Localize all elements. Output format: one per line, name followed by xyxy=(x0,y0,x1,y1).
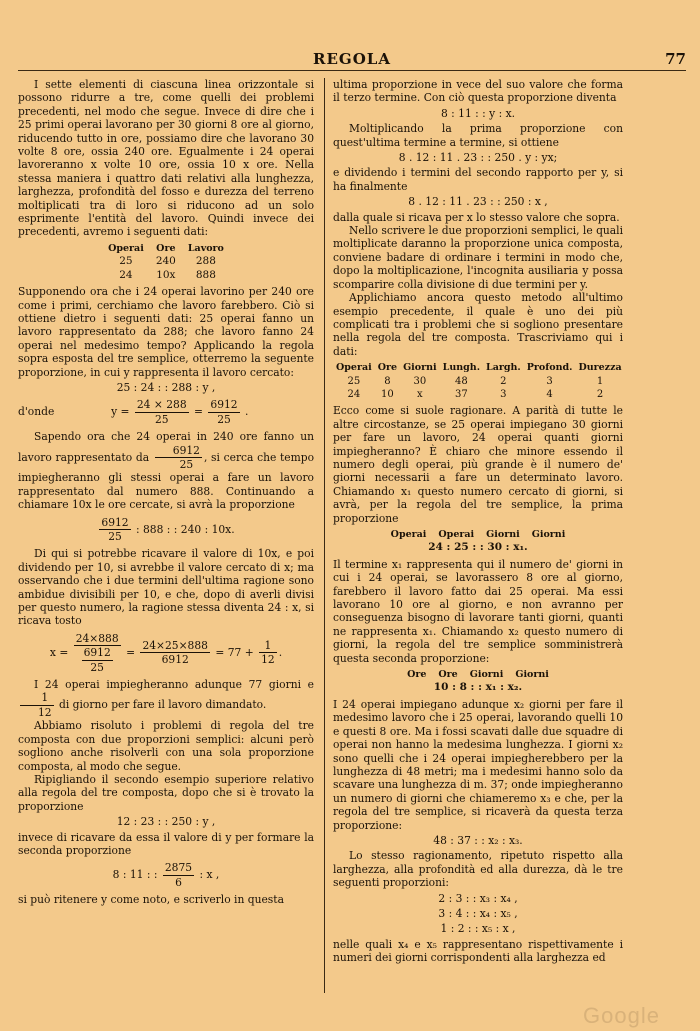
numerator: 6912 xyxy=(210,398,238,412)
denominator: 6912 xyxy=(161,653,189,667)
table-header: Ore xyxy=(407,669,427,681)
table-header: Ore xyxy=(438,669,458,681)
page-number: 77 xyxy=(665,50,686,68)
table-row xyxy=(102,255,230,268)
table-row xyxy=(333,375,623,388)
numerator: 6912 xyxy=(155,444,202,458)
table-header: Lavoro xyxy=(187,242,224,254)
denominator: 12 xyxy=(38,705,52,719)
paragraph: Moltiplicando la prima proporzione con quest'ultima termine a termine, si ottiene xyxy=(333,122,623,149)
denominator: 6 xyxy=(175,875,182,889)
text: Sapendo ora che 24 operai in 240 ore fanno un lavoro rappresentato da xyxy=(18,430,314,464)
paragraph: Il termine x₁ rappresenta qui il numero de' giorni in cui i 24 operai, se lavorassero 8 ore al giorno, farebbero il lavoro fatto dai 25 operai. Ma essi lavorano 10 ore al giorno, e non avranno per conseguenza bisogno di lavorare tanti giorni, quanti ne rappresenta x₁. Chiamando x₂ questo numero di giorni, la regola del tre semplice somministrerà questa seconda proporzione: xyxy=(333,557,623,665)
fraction xyxy=(82,646,113,674)
table-cell: 48 xyxy=(454,375,468,387)
table-cell: 10x xyxy=(156,268,176,281)
paragraph: Ecco come si suole ragionare. A parità di tutte le altre circostanze, se 25 operai impiegano 30 giorni per fare un lavoro, 24 operai quanti giorni impiegheranno? È chiaro che minore essendo il numero degli operai, più grande è il numero de' giorni necessarii a fare un determinato lavoro. Chiamando x₁ questo numero cercato di giorni, si avrà, per la regola del tre semplice, la prima proporzione xyxy=(333,404,623,525)
numerator: 2875 xyxy=(164,861,193,875)
table-cell: 888 xyxy=(195,268,216,281)
table-header: Giorni xyxy=(403,362,437,374)
equation xyxy=(18,516,314,544)
fraction xyxy=(74,632,121,674)
paragraph xyxy=(18,430,314,511)
table-cell: 24 xyxy=(347,388,361,400)
table-header: Largh. xyxy=(486,362,521,374)
text: di giorno per fare il lavoro dimandato. xyxy=(59,698,267,712)
paragraph: I 24 operai impiegano adunque x₂ giorni per fare il medesimo lavoro che i 25 operai, lavorando quelli 10 e questi 8 ore. Ma i fossi scavati dalle due squadre di operai non hanno la medesima lunghezza. I giorni x₂ sono quelli che i 24 operai impiegherebbero per la lunghezza di 48 metri; ma i medesimi hanno solo da scavare una lunghezza di m. 37; onde impiegheranno un numero di giorni che chiameremo x₃ e che, per la regola del tre semplice, si ricaverà da questa terza proporzione: xyxy=(333,697,623,832)
denominator: 12 xyxy=(261,653,275,667)
table-header: Giorni xyxy=(515,669,549,681)
table-header: Giorni xyxy=(531,529,566,540)
table-cell: 10 xyxy=(381,388,394,400)
fraction xyxy=(20,691,54,719)
numerator: 24×888 xyxy=(75,631,119,645)
equation-text: = xyxy=(126,645,136,659)
table-header: Operai xyxy=(108,242,144,254)
fraction xyxy=(259,639,277,667)
paragraph xyxy=(18,678,314,719)
paragraph: invece di ricavare da essa il valore di y per formare la seconda proporzione xyxy=(18,830,314,857)
right-column xyxy=(333,78,623,998)
table-row xyxy=(401,681,555,694)
paragraph: e dividendo i termini del secondo rapporto per y, si ha finalmente xyxy=(333,166,623,193)
paragraph: ultima proporzione in vece del suo valore che forma il terzo termine. Con ciò questa proporzione diventa xyxy=(333,78,623,105)
table-cell: x xyxy=(417,388,423,400)
equation-text: . xyxy=(278,645,283,659)
paragraph: Applichiamo ancora questo metodo all'ultimo esempio precedente, il quale è uno dei più complicati tra i problemi che si sogliono presentare nella regola del tre composta. Trascriviamo qui i dati: xyxy=(333,291,623,358)
table-header: Profond. xyxy=(526,362,573,374)
equation-text: x = xyxy=(49,645,69,659)
table-cell: 25 xyxy=(119,255,133,268)
paragraph: si può ritenere y come noto, e scriverlo in questa xyxy=(18,893,284,907)
left-column xyxy=(18,78,314,998)
numerator: 6912 xyxy=(101,515,129,529)
table-cell: 3 xyxy=(546,375,553,387)
running-head: REGOLA xyxy=(313,50,391,68)
table-header: Ore xyxy=(156,242,176,254)
equation: 12 : 23 : : 250 : y , xyxy=(116,815,216,829)
proportion-table-2 xyxy=(401,668,555,695)
table-cell: 25 xyxy=(347,375,361,387)
numerator: 24×25×888 xyxy=(142,639,208,653)
equation: 8 : 11 : : y : x. xyxy=(440,106,516,120)
table-cell: 2 xyxy=(500,375,507,387)
data-table-2 xyxy=(333,361,623,401)
equation: 2 : 3 : : x₃ : x₄ , xyxy=(438,891,518,905)
paragraph: Di qui si potrebbe ricavare il valore di 10x, e poi dividendo per 10, si avrebbe il valore cercato di x; ma osservando che i due termini dell'ultima ragione sono ambidue divisibili per 10, e che, dopo di averli divisi per questo numero, la ragione stessa diventa 24 : x, si ricava tosto xyxy=(18,547,314,628)
equation xyxy=(18,632,314,674)
fraction xyxy=(155,444,202,472)
equation-text: : x , xyxy=(199,868,220,882)
table-row xyxy=(385,541,572,554)
table-header: Ore xyxy=(377,362,398,374)
watermark: Google xyxy=(583,1003,660,1028)
paragraph: dalla quale si ricava per x lo stesso valore che sopra. xyxy=(333,210,620,224)
table-cell: 24 xyxy=(119,268,133,281)
denominator: 25 xyxy=(90,660,104,674)
table-header: Durezza xyxy=(578,362,622,374)
equation: 8 . 12 : 11 . 23 : : 250 . y : yx; xyxy=(398,151,558,165)
equation-text: = 77 + xyxy=(215,645,254,659)
paragraph: I sette elementi di ciascuna linea orizzontale si possono ridurre a tre, come quelli dei problemi precedenti, nel modo che segue. Invece di dire che i 25 primi operai lavorano per 30 giorni 8 ore al giorno, riducendo tutto in ore, possiamo dire che lavorano 30 volte 8 ore, ossia 240 ore. Egualmente i 24 operai lavoreranno x volte 10 ore, ossia 10 x ore. Nella stessa maniera i quattro dati relativi alla lunghezza, larghezza, profondità del fosso e durezza del terreno moltiplicati tra di loro si riducono ad un solo esprimente l'entità del lavoro. Quindi invece dei precedenti, avremo i seguenti dati: xyxy=(18,78,314,239)
page-header xyxy=(18,48,686,71)
table-cell: 2 xyxy=(596,388,604,400)
equation-text: 8 : 11 : : xyxy=(112,868,158,882)
fraction xyxy=(99,516,130,544)
paragraph: Abbiamo risoluto i problemi di regola del tre composta con due proporzioni semplici: alcuni però sogliono anche risolverli con una sola proporzione composta, al modo che segue. xyxy=(18,719,314,773)
paragraph: nelle quali x₄ e x₅ rappresentano rispettivamente i numeri dei giorni corrispondenti alla larghezza ed xyxy=(333,937,623,965)
equation: 1 : 2 : : x₅ : x , xyxy=(440,922,516,936)
table-cell: 30 xyxy=(413,375,427,387)
table-row xyxy=(333,388,623,401)
table-cell: 240 xyxy=(155,255,176,268)
column-divider xyxy=(324,78,325,993)
table-header: Operai xyxy=(390,529,427,540)
table-header: Operai xyxy=(438,529,475,540)
table-cell: 4 xyxy=(546,388,553,400)
table-cell: 8 xyxy=(384,375,391,387)
fraction xyxy=(163,861,194,889)
text: , si cerca che tempo impiegheranno gli stessi operai a fare un lavoro rappresentato dal numero 888. Continuando a chiamare 10x le ore cercate, si avrà la proporzione xyxy=(18,450,314,512)
proportion: 24 : 25 : : 30 : x₁. xyxy=(428,541,528,554)
table-row xyxy=(102,269,230,282)
equation: 48 : 37 : : x₂ : x₃. xyxy=(433,833,523,847)
table-cell: 3 xyxy=(500,388,507,400)
equation xyxy=(18,398,314,426)
equation-label: d'onde xyxy=(18,405,55,419)
table-cell: 288 xyxy=(195,255,216,268)
table-cell: 1 xyxy=(596,375,604,387)
numerator: 1 xyxy=(20,691,54,705)
paragraph: Supponendo ora che i 24 operai lavorino per 240 ore come i primi, cerchiamo che lavoro farebbero. Ciò si ottiene dietro i seguenti dati: 25 operai fanno un lavoro rappresentato da 288; che lavoro fanno 24 operai nel medesimo tempo? Applicando la regola sopra esposta del tre semplice, otterremo la seguente proporzione, in cui y rappresenta il lavoro cercato: xyxy=(18,285,314,379)
table-header: Operai xyxy=(336,362,372,374)
denominator: 25 xyxy=(154,412,169,426)
table-header: Giorni xyxy=(469,669,504,681)
text: I 24 operai impiegheranno adunque 77 giorni e xyxy=(34,678,314,692)
paragraph: Nello scrivere le due proporzioni semplici, le quali moltiplicate daranno la proporzione unica composta, conviene badare di ordinare i termini in modo che, dopo la moltiplicazione, l'incognita ausiliaria y possa scomparire colla divisione di due termini per y. xyxy=(333,224,623,291)
data-table-1 xyxy=(102,242,230,282)
equation xyxy=(18,861,314,889)
fraction xyxy=(208,398,239,426)
fraction xyxy=(140,639,210,667)
numerator: 1 xyxy=(259,639,277,653)
equation: 3 : 4 : : x₄ : x₅ , xyxy=(438,906,518,920)
table-cell: 37 xyxy=(454,388,468,400)
equation-text: . xyxy=(245,405,249,419)
equation-text: y = xyxy=(111,405,130,419)
equation-text: = xyxy=(194,405,203,419)
paragraph: Lo stesso ragionamento, ripetuto rispetto alla larghezza, alla profondità ed alla durezza, dà le tre seguenti proporzioni: xyxy=(333,849,623,890)
equation: 25 : 24 : : 288 : y , xyxy=(116,380,216,394)
denominator: 25 xyxy=(217,412,231,426)
numerator: 24 × 288 xyxy=(136,398,187,412)
table-header: Giorni xyxy=(486,529,520,540)
table-header: Lungh. xyxy=(442,362,481,374)
paragraph: Ripigliando il secondo esempio superiore relativo alla regola del tre composta, dopo che si è trovato la proporzione xyxy=(18,772,314,813)
proportion-table-1 xyxy=(385,528,572,555)
numerator: 6912 xyxy=(83,646,111,660)
fraction xyxy=(135,398,189,426)
denominator: 25 xyxy=(179,457,194,471)
denominator xyxy=(74,646,121,674)
proportion: 10 : 8 : : x₁ : x₂. xyxy=(433,681,523,694)
equation: 8 . 12 : 11 . 23 : : 250 : x , xyxy=(408,195,548,209)
denominator: 25 xyxy=(108,530,122,543)
equation-text: : 888 : : 240 : 10x. xyxy=(136,522,235,536)
